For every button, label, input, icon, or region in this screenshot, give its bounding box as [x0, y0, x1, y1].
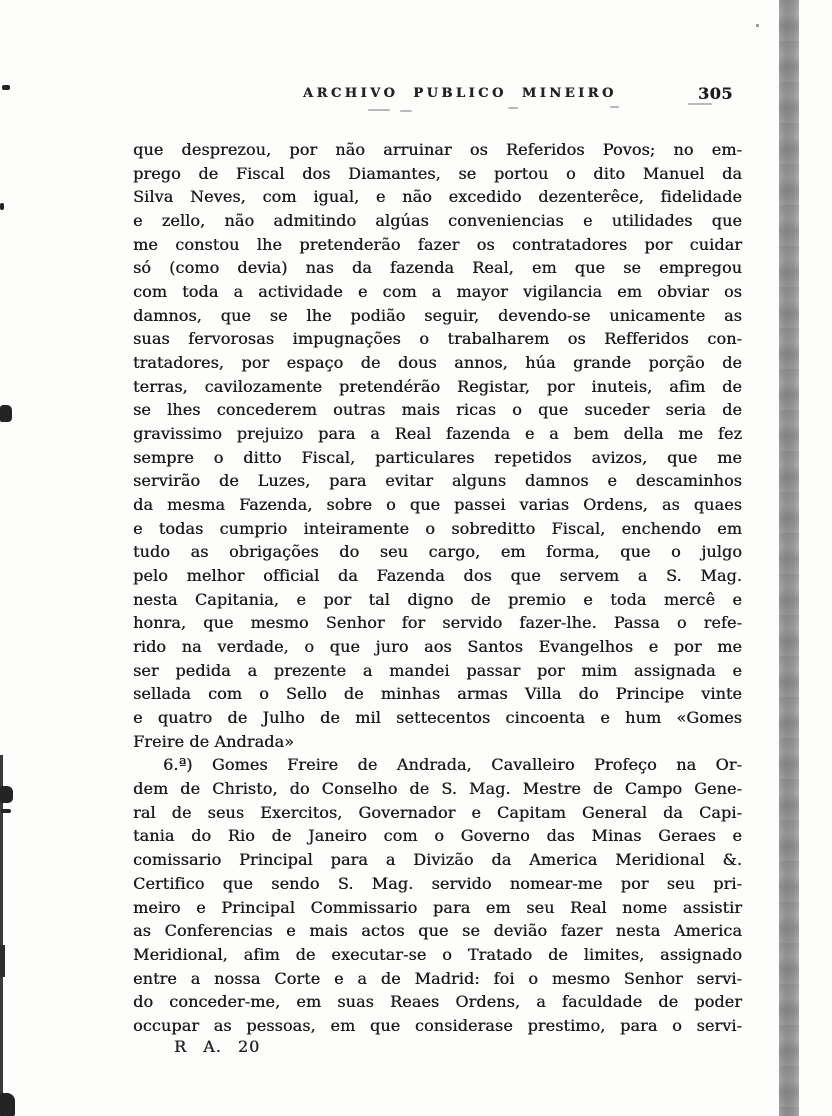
- text-line: terras, cavilozamente pretendérão Registar, por inuteis, afim de: [133, 376, 742, 396]
- text-line: as Conferencias e mais actos que se devião fazer nesta America: [133, 921, 742, 941]
- text-line: que desprezou, por não arruinar os Referidos Povos; no em-: [133, 140, 742, 159]
- header-rule-dash: [368, 109, 390, 111]
- text-line: damnos, que se lhe podião seguir, devendo-se unicamente as: [133, 305, 742, 325]
- text-line: suas fervorosas impugnações o trabalharem os Refferidos con-: [133, 329, 742, 349]
- header-rule-dash: [610, 106, 619, 108]
- text-line: e quatro de Julho de mil settecentos cincoenta e hum «Gomes: [133, 708, 742, 728]
- text-line: e zello, não admitindo algúas conveniencias e utilidades que: [133, 211, 742, 231]
- text-line: tratadores, por espaço de dous annos, húa grande porção de: [133, 353, 742, 373]
- text-line: nesta Capitania, e por tal digno de premio e toda mercê e: [133, 589, 742, 609]
- text-line: ral de seus Exercitos, Governador e Capitam General da Capi-: [133, 802, 742, 822]
- text-line: Freire de Andrada»: [133, 731, 294, 751]
- text-line: só (como devia) nas da fazenda Real, em que se empregou: [133, 258, 742, 278]
- text-line: ser pedida a prezente a mandei passar por mim assignada e: [133, 660, 742, 680]
- text-line: 6.ª) Gomes Freire de Andrada, Cavalleiro Profeço na Or-: [163, 755, 742, 775]
- scan-artifact-mark: [0, 1093, 15, 1116]
- text-line: e todas cumprio inteiramente o sobreditto Fiscal, enchendo em: [133, 518, 742, 538]
- scan-artifact-mark: [0, 405, 12, 422]
- text-line: gravissimo prejuizo para a Real fazenda e a bem della me fez: [133, 424, 742, 444]
- text-line: se lhes concederem outras mais ricas o que suceder seria de: [133, 400, 742, 420]
- text-line: comissario Principal para a Divizão da America Meridional &.: [133, 850, 742, 870]
- text-line: sempre o ditto Fiscal, particulares repetidos avizos, que me: [133, 447, 742, 467]
- header-rule-dash: [688, 103, 712, 105]
- scan-artifact-speck: [756, 24, 759, 27]
- text-line: sellada com o Sello de minhas armas Villa do Principe vinte: [133, 684, 742, 704]
- text-line: meiro e Principal Commissario para em seu Real nome assistir: [133, 897, 742, 917]
- header-rule-dash: [508, 107, 518, 109]
- text-line: tania do Rio de Janeiro com o Governo das Minas Geraes e: [133, 826, 742, 846]
- text-line: da mesma Fazenda, sobre o que passei varias Ordens, as quaes: [133, 495, 742, 515]
- body-text: [133, 138, 742, 1038]
- text-line: Certifico que sendo S. Mag. servido nomear-me por seu pri-: [133, 873, 742, 893]
- text-line: occupar as pessoas, em que considerase prestimo, para o servi-: [133, 1015, 742, 1035]
- scan-artifact-mark: [1, 809, 11, 813]
- footer-signature-mark: R A. 20: [174, 1037, 261, 1056]
- text-line: honra, que mesmo Senhor for servido fazer-lhe. Passa o refe-: [133, 613, 742, 633]
- scan-artifact-mark: [2, 85, 10, 90]
- text-line: dem de Christo, do Conselho de S. Mag. Mestre de Campo Gene-: [133, 779, 742, 799]
- text-line: prego de Fiscal dos Diamantes, se portou o dito Manuel da: [133, 163, 742, 183]
- text-line: pelo melhor official da Fazenda dos que servem a S. Mag.: [133, 566, 742, 586]
- text-line: tudo as obrigações do seu cargo, em forma, que o julgo: [133, 542, 742, 562]
- page-number: 305: [698, 84, 733, 103]
- scan-artifact-mark: [0, 786, 13, 803]
- text-line: com toda a actividade e com a mayor vigilancia em obviar os: [133, 282, 742, 302]
- header-rule-dash: [400, 110, 412, 112]
- binding-shadow-band: [779, 0, 799, 1116]
- text-line: entre a nossa Corte e a de Madrid: foi o mesmo Senhor servi-: [133, 968, 742, 988]
- text-line: me constou lhe pretenderão fazer os contratadores por cuidar: [133, 234, 742, 254]
- scan-artifact-mark: [0, 945, 5, 977]
- text-line: servirão de Luzes, para evitar alguns damnos e descaminhos: [133, 471, 742, 491]
- text-line: do conceder-me, em suas Reaes Ordens, a faculdade de poder: [133, 992, 742, 1012]
- running-header-title: ARCHIVO PUBLICO MINEIRO: [303, 86, 617, 101]
- text-line: rido na verdade, o que juro aos Santos Evangelhos e por me: [133, 637, 742, 657]
- text-line: Meridional, afim de executar-se o Tratado de limites, assignado: [133, 944, 742, 964]
- scan-artifact-mark: [0, 203, 4, 210]
- text-line: Silva Neves, com igual, e não excedido dezenterêce, fidelidade: [133, 187, 742, 207]
